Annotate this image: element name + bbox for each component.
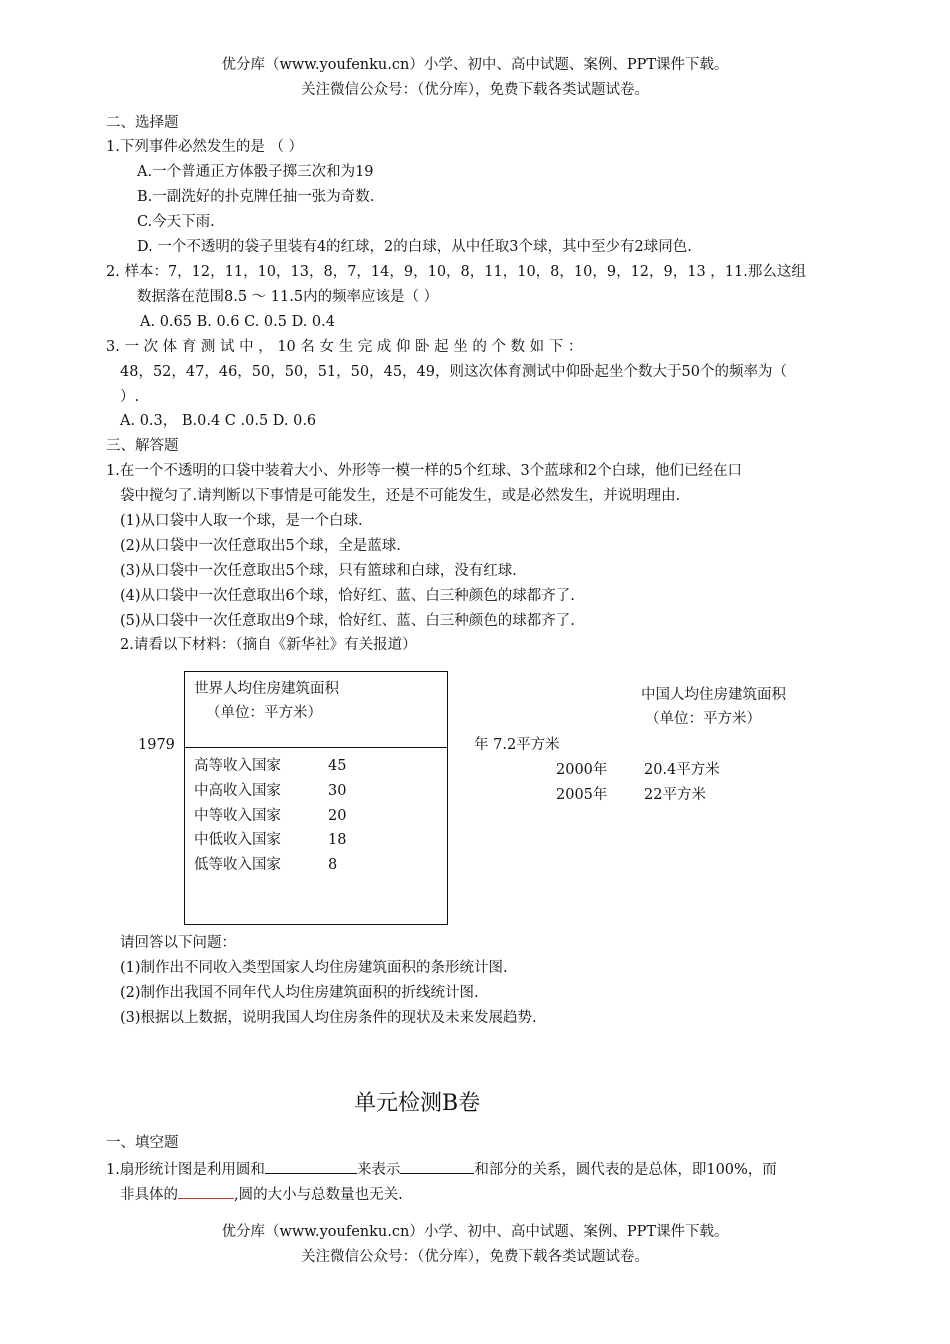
q3-line-3: ）.: [120, 389, 140, 405]
china-year-1979: 1979: [138, 737, 175, 753]
q1-option-a: A.一个普通正方体骰子掷三次和为19: [137, 164, 374, 180]
world-row-value: 18: [328, 832, 347, 848]
q2-line-2: 数据落在范围8.5 ～ 11.5内的频率应该是（ ）: [137, 289, 439, 305]
q1-option-c: C.今天下雨.: [137, 214, 215, 230]
s3-q1-item-4: (4)从口袋中一次任意取出6个球，恰好红、蓝、白三种颜色的球都齐了.: [120, 588, 575, 604]
footer-line-1: 优分库（www.youfenku.cn）小学、初中、高中试题、案例、PPT课件下载。: [221, 1224, 729, 1240]
china-row-value: 22平方米: [644, 787, 706, 803]
s3-q1-line-2: 袋中搅匀了.请判断以下事情是可能发生，还是不可能发生，或是必然发生，并说明理由.: [120, 488, 681, 504]
answer-blank[interactable]: [400, 1158, 474, 1174]
unit-b-q1-line-1: [106, 1158, 777, 1180]
s3-q1-item-1: (1)从口袋中人取一个球，是一个白球.: [120, 513, 363, 529]
world-row-name: 中等收入国家: [194, 808, 281, 824]
china-table-unit: （单位：平方米）: [645, 711, 761, 727]
s3-q2-intro: 2.请看以下材料：（摘自《新华社》有关报道）: [120, 637, 417, 653]
section-2-heading: 二、选择题: [106, 115, 179, 131]
q1-text-part-3: 和部分的关系，圆代表的是总体，即100%，而: [474, 1162, 777, 1178]
unit-b-q1-line-2: [120, 1183, 403, 1205]
s3-q1-line-1: 1.在一个不透明的口袋中装着大小、外形等一模一样的5个红球、3个蓝球和2个白球，他们已经在口: [106, 463, 743, 479]
world-row-value: 30: [328, 783, 347, 799]
world-row-value: 8: [328, 857, 338, 873]
q2-options: A. 0.65 B. 0.6 C. 0.5 D. 0.4: [140, 314, 335, 330]
q1-option-d: D. 一个不透明的袋子里装有4的红球，2的白球，从中任取3个球，其中至少有2球同色.: [137, 239, 692, 255]
q3-options: A. 0.3， B.0.4 C .0.5 D. 0.6: [120, 413, 317, 429]
footer-line-2: 关注微信公众号：（优分库），免费下载各类试题试卷。: [301, 1249, 649, 1265]
q3-line-1: 3. 一 次 体 育 测 试 中 ， 10 名 女 生 完 成 仰 卧 起 坐 的 个 数 如 下 ：: [106, 339, 583, 355]
china-table-title: 中国人均住房建筑面积: [641, 687, 786, 703]
s3-q2-question-3: (3)根据以上数据，说明我国人均住房条件的现状及未来发展趋势.: [120, 1010, 537, 1026]
q1-text-part-2: 来表示: [356, 1162, 401, 1178]
q1-line2-part-2: ,圆的大小与总数量也无关.: [234, 1187, 403, 1203]
china-row-year: 2005年: [556, 787, 608, 803]
section-3-heading: 三、解答题: [106, 438, 179, 454]
s3-q1-item-2: (2)从口袋中一次任意取出5个球，全是蓝球.: [120, 538, 401, 554]
world-row-value: 20: [328, 808, 347, 824]
world-row-name: 低等收入国家: [194, 857, 281, 873]
answer-blank[interactable]: [265, 1158, 357, 1174]
world-row-name: 中低收入国家: [194, 832, 281, 848]
table-divider: [184, 747, 447, 748]
q2-line-1: 2. 样本：7，12，11，10，13，8，7，14，9，10，8，11，10，8，10，9，12，9，13 ，11.那么这组: [106, 264, 806, 280]
header-line-2: 关注微信公众号：（优分库），免费下载各类试题试卷。: [301, 82, 649, 98]
unit-b-heading: 一、填空题: [106, 1135, 179, 1151]
china-row-year: 2000年: [556, 762, 608, 778]
china-row-1979: 年 7.2平方米: [474, 737, 560, 753]
q1-stem: 1.下列事件必然发生的是 （ ）: [106, 139, 304, 155]
header-line-1: 优分库（www.youfenku.cn）小学、初中、高中试题、案例、PPT课件下载。: [221, 57, 729, 73]
world-table-unit: （单位：平方米）: [206, 705, 322, 721]
world-table-title: 世界人均住房建筑面积: [194, 681, 339, 697]
unit-b-title: 单元检测B卷: [354, 1091, 481, 1116]
world-row-name: 中高收入国家: [194, 783, 281, 799]
s3-q1-item-5: (5)从口袋中一次任意取出9个球，恰好红、蓝、白三种颜色的球都齐了.: [120, 613, 575, 629]
s3-q2-questions-intro: 请回答以下问题：: [120, 935, 236, 951]
q1-text-part-1: 1.扇形统计图是利用圆和: [106, 1162, 265, 1178]
s3-q2-question-2: (2)制作出我国不同年代人均住房建筑面积的折线统计图.: [120, 985, 479, 1001]
q1-option-b: B.一副洗好的扑克牌任抽一张为奇数.: [137, 189, 375, 205]
s3-q1-item-3: (3)从口袋中一次任意取出5个球，只有篮球和白球，没有红球.: [120, 563, 517, 579]
q1-line2-part-1: 非具体的: [120, 1187, 178, 1203]
q3-line-2: 48，52，47，46，50，50，51，50，45，49，则这次体育测试中仰卧起坐个数大于50个的频率为（: [120, 364, 787, 380]
answer-blank[interactable]: [178, 1183, 234, 1199]
world-row-value: 45: [328, 758, 347, 774]
world-row-name: 高等收入国家: [194, 758, 281, 774]
china-row-value: 20.4平方米: [644, 762, 720, 778]
s3-q2-question-1: (1)制作出不同收入类型国家人均住房建筑面积的条形统计图.: [120, 960, 508, 976]
